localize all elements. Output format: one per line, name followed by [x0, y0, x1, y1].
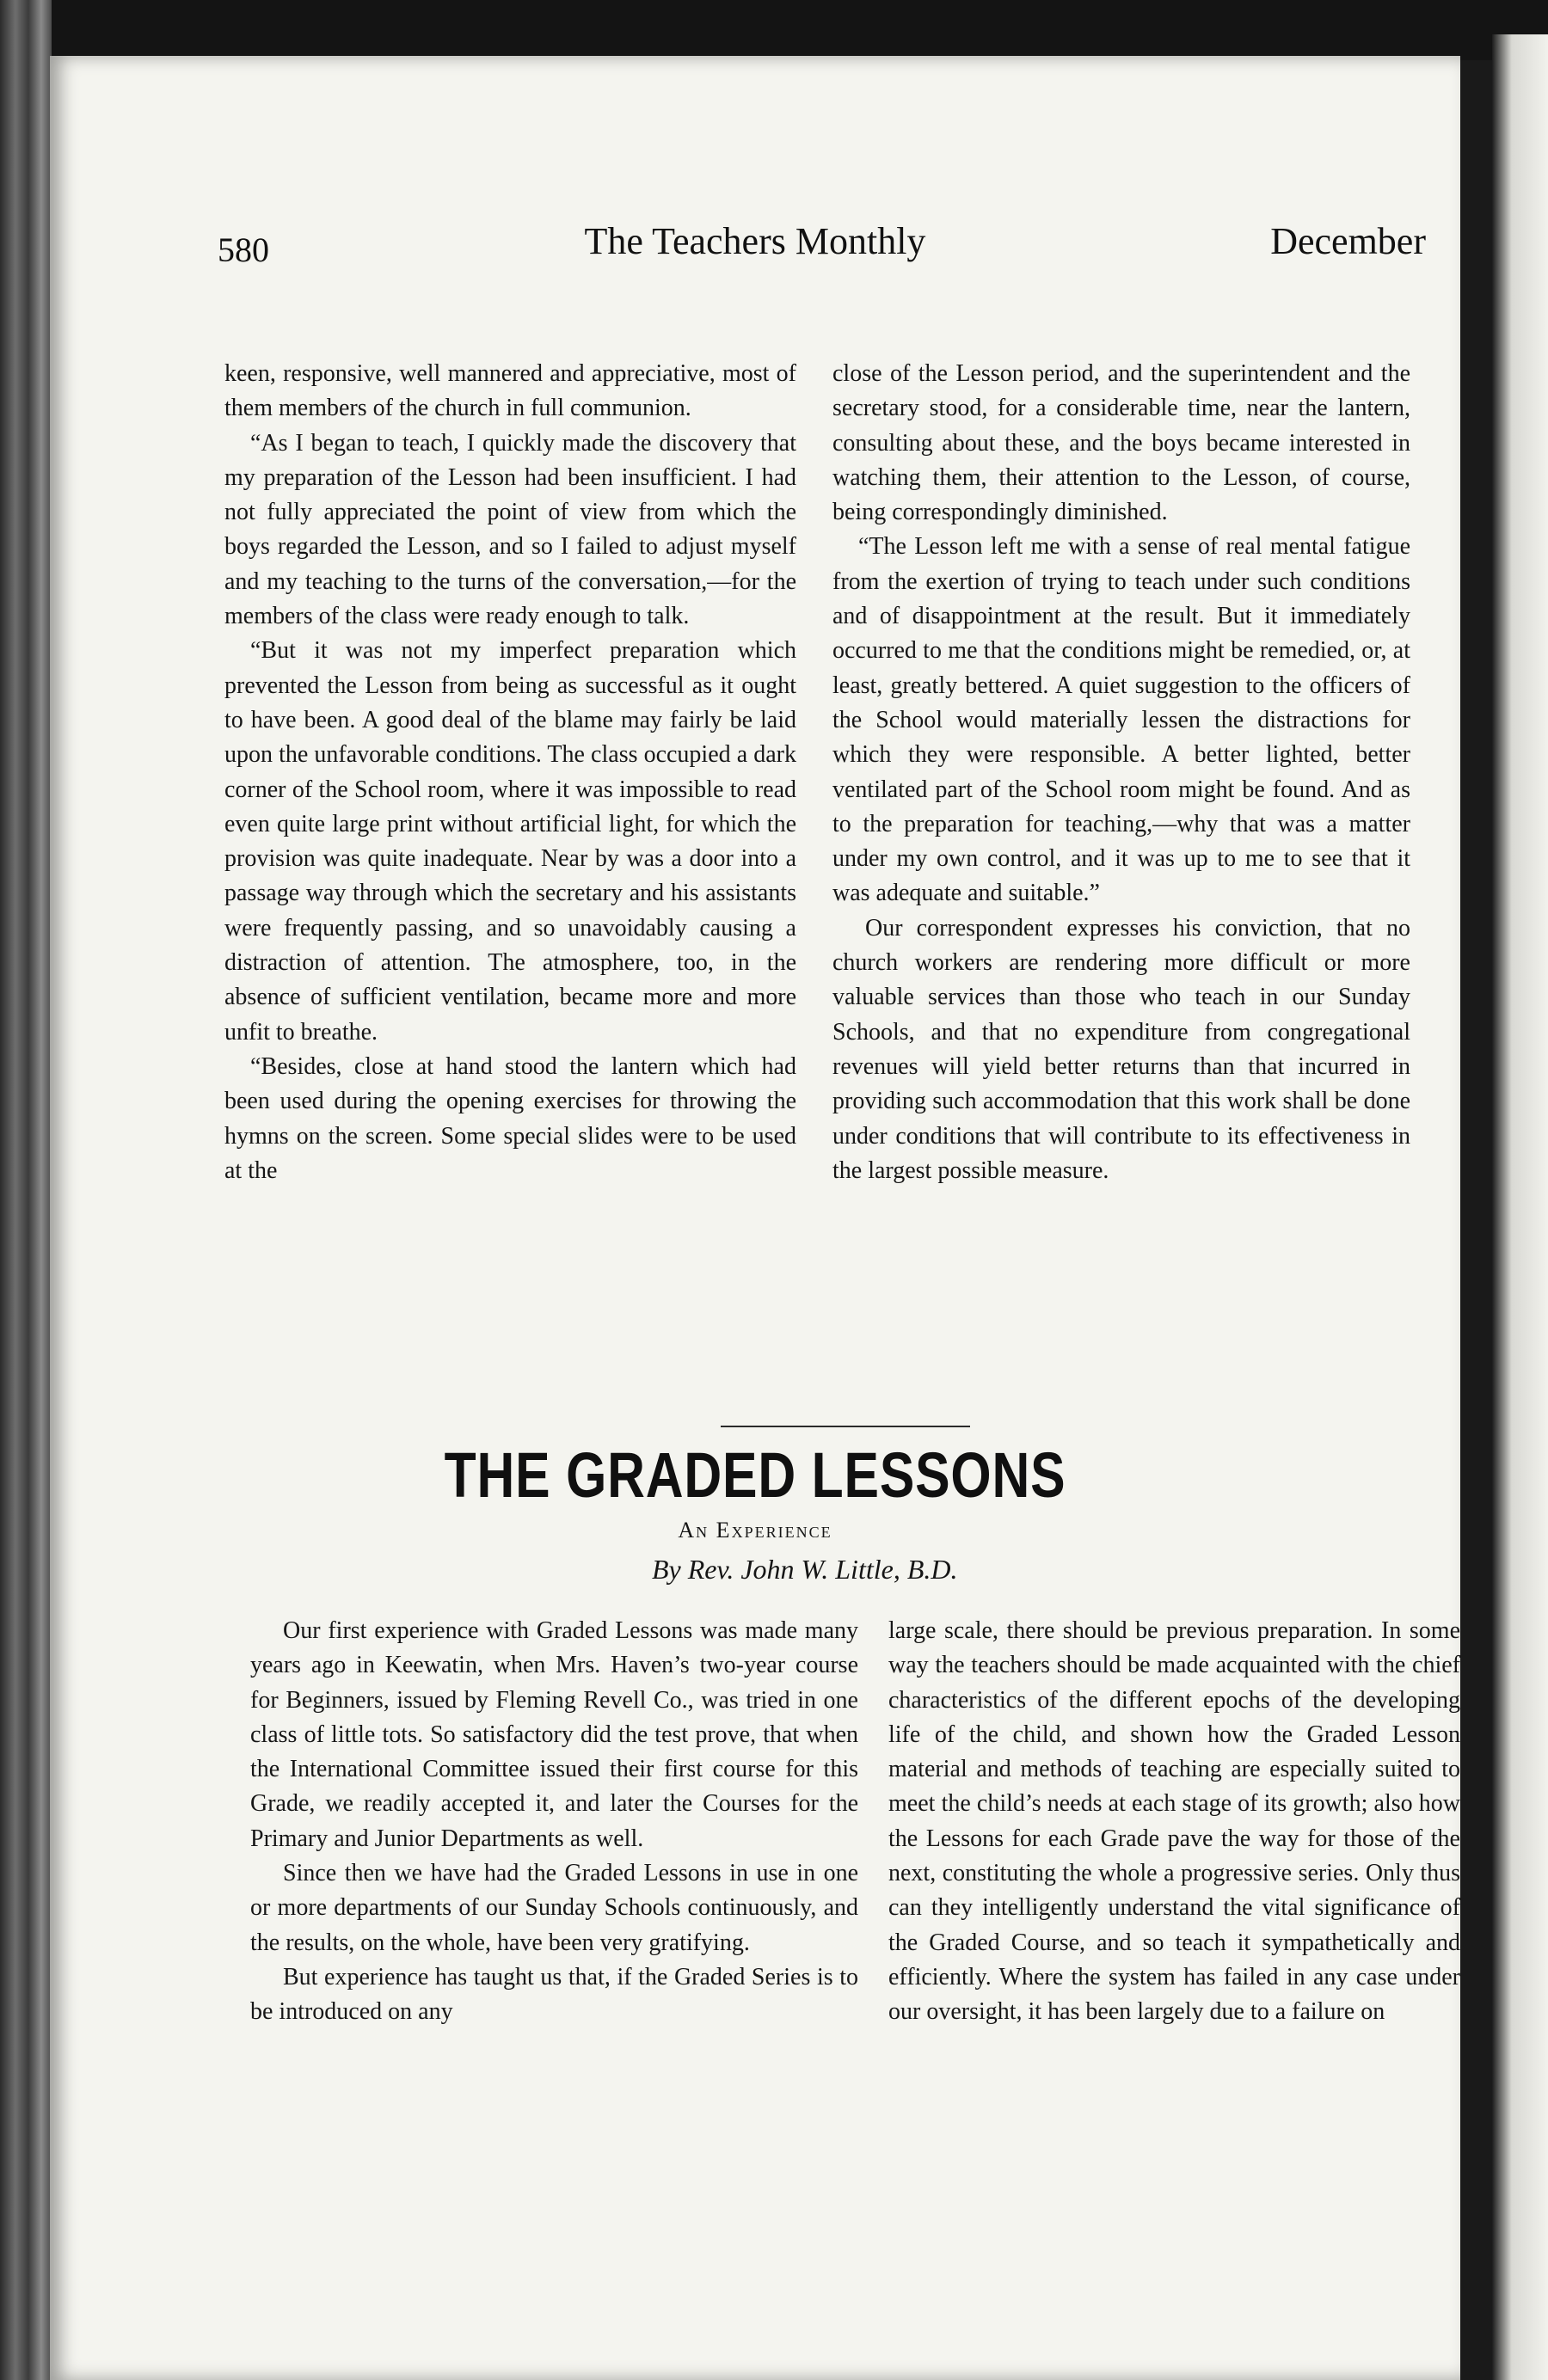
paragraph: Since then we have had the Graded Lessons in use in one or more departments of our Sunday Schools continuously, and the results, on the whole, have been very gratifying. [250, 1860, 858, 1956]
text-column-3 [250, 1614, 858, 2030]
paragraph: Our first experience with Graded Lessons was made many years ago in Keewatin, when Mrs. Haven’s two-year course for Beginners, issued by Fleming Revell Co., was tried in one class of little tots. So satisfactory did the test prove, that when the International Committee issued their first course for this Grade, we readily accepted it, and later the Courses for the Primary and Junior Departments as well. [250, 1617, 858, 1852]
paragraph: “As I began to teach, I quickly made the discovery that my preparation of the Lesson had been insufficient. I had not fully appreciated the point of view from which the boys regarded the Lesson, and so I failed to adjust myself and my teaching to the turns of the conversation,—for the members of the class were ready enough to talk. [224, 429, 796, 630]
page-number: 580 [218, 230, 269, 269]
paragraph: keen, responsive, well mannered and appreciative, most of them members of the church in full communion. [224, 360, 796, 422]
paragraph: “Besides, close at hand stood the lantern which had been used during the opening exercises for throwing the hymns on the screen. Some special slides were to be used at the [224, 1052, 796, 1184]
paragraph: close of the Lesson period, and the superintendent and the secretary stood, for a considerable time, near the lantern, consulting about these, and the boys became interested in watching them, their attention to the Lesson, of course, being correspondingly diminished. [832, 360, 1410, 526]
text-column-2 [832, 357, 1410, 1188]
article-subhead: An Experience [678, 1518, 832, 1543]
scan-top-border [0, 0, 1548, 60]
book-page [50, 56, 1460, 2380]
issue-month: December [1270, 220, 1426, 262]
paragraph: Our correspondent expresses his conviction, that no church workers are rendering more difficult or more valuable services than those who teach in our Sunday Schools, and that no expenditure from congregational revenues will yield better returns than that incurred in providing such accommodation that this work shall be done under conditions that will contribute to its effectiveness in the largest possible measure. [832, 914, 1410, 1184]
paragraph: But experience has taught us that, if the Graded Series is to be introduced on any [250, 1963, 858, 2026]
book-spine-edge [0, 0, 52, 2380]
paragraph: “The Lesson left me with a sense of real mental fatigue from the exertion of trying to teach under such conditions and of disappointment at the result. But it immediately occurred to me that the conditions might be remedied, or, at least, greatly bettered. A quiet suggestion to the officers of the School would materially lessen the distractions for which they were responsible. A better lighted, better ventilated part of the School room might be found. And as to the preparation for teaching,—why that was a matter under my own control, and it was up to me to see that it was adequate and suitable.” [832, 533, 1410, 907]
journal-title: The Teachers Monthly [584, 220, 926, 262]
article-headline: THE GRADED LESSONS [444, 1439, 1066, 1511]
paragraph: “But it was not my imperfect preparation which prevented the Lesson from being as successful as it ought to have been. A good deal of the blame may fairly be laid upon the unfavorable conditions. The class occupied a dark corner of the School room, where it was impossible to read even quite large print without artificial light, for which the provision was quite inadequate. Near by was a door into a passage way through which the secretary and his assistants were frequently passing, and so unavoidably causing a distraction of attention. The atmosphere, too, in the absence of sufficient ventilation, became more and more unfit to breathe. [224, 637, 796, 1046]
paragraph: large scale, there should be previous preparation. In some way the teachers should be made acquainted with the chief characteristics of the different epochs of the developing life of the child, and shown how the Graded Lesson material and methods of teaching are especially suited to meet the child’s needs at each stage of its growth; also how the Lessons for each Grade pave the way for those of the next, constituting the whole a progressive series. Only thus can they intelligently understand the vital significance of the Graded Course, and so teach it sympathetically and efficiently. Where the system has failed in any case under our oversight, it has been largely due to a failure on [888, 1617, 1460, 2026]
article-byline: By Rev. John W. Little, B.D. [652, 1554, 958, 1585]
text-column-4 [888, 1614, 1460, 2030]
section-divider [721, 1426, 970, 1427]
facing-page-edge [1492, 34, 1548, 2380]
running-head [50, 219, 1460, 279]
text-column-1 [224, 357, 796, 1188]
